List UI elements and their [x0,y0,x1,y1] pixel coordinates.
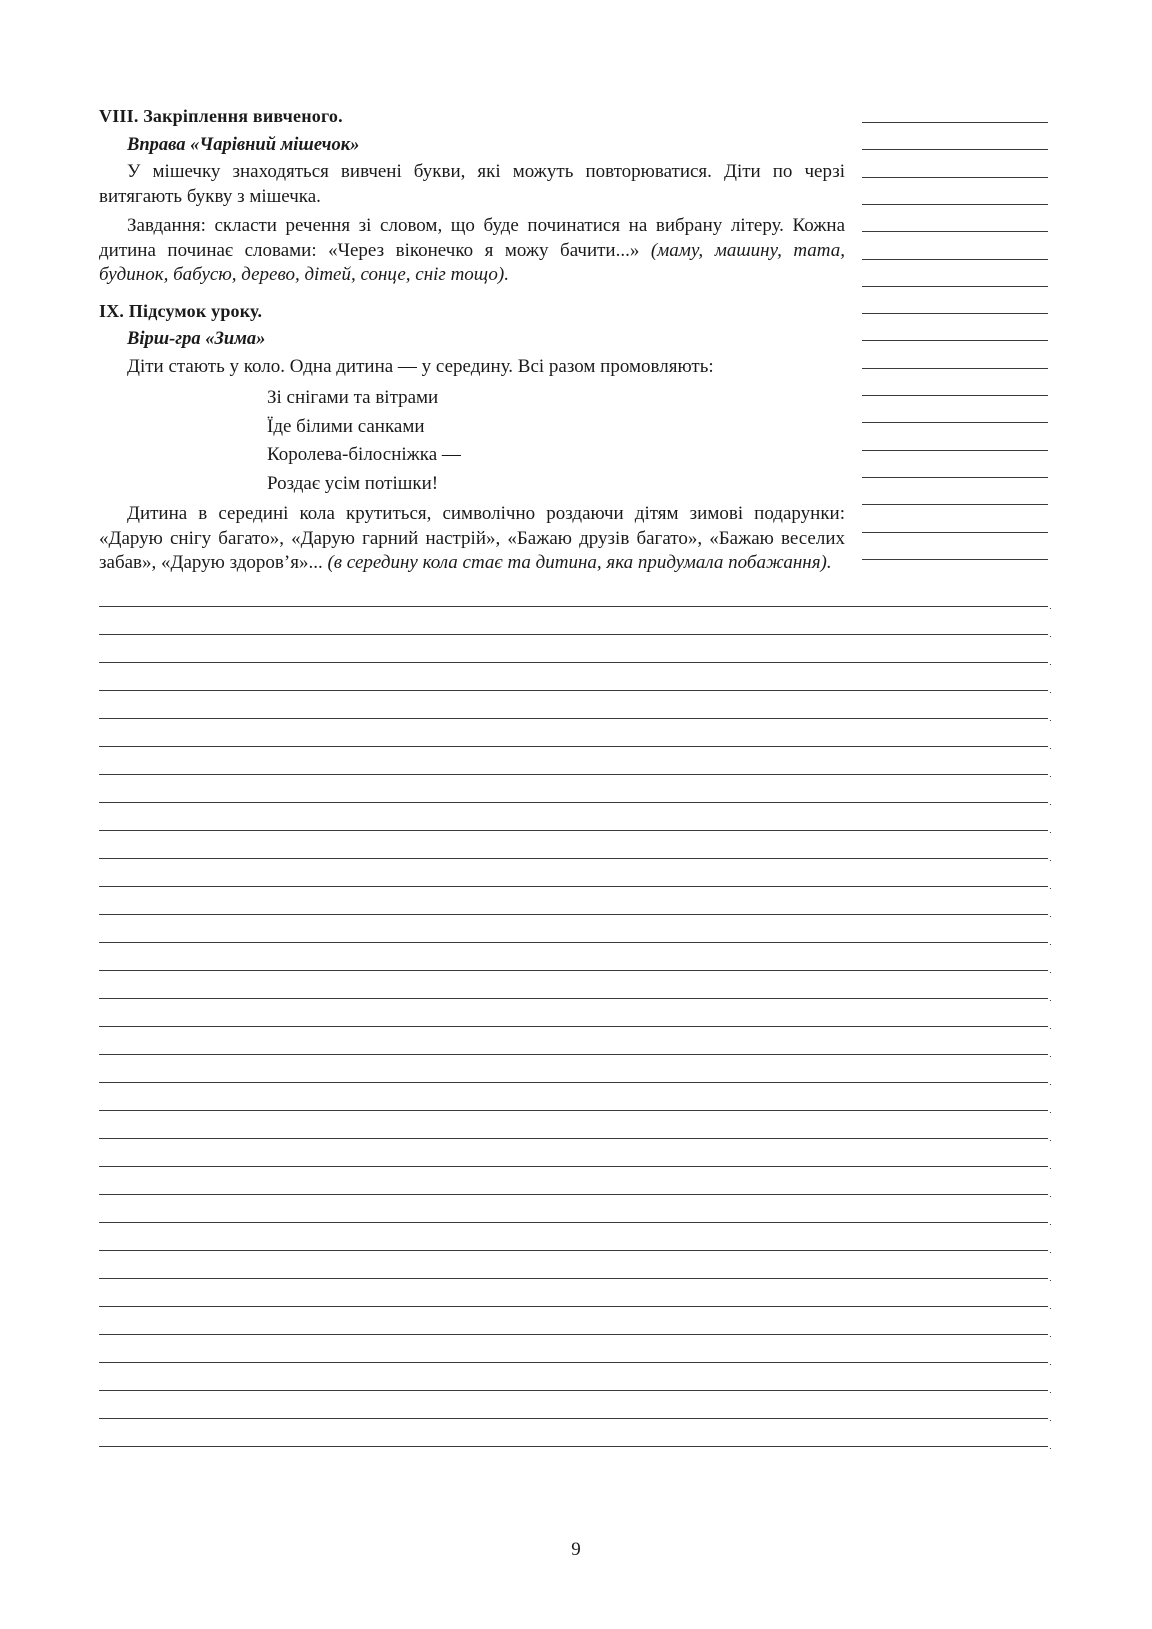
section-9-heading: IX. Підсумок уроку. [99,300,263,321]
writing-line [99,1306,1048,1307]
exercise-title-winter-poem: Вірш-гра «Зима» [127,329,266,349]
section-8-paragraph-2 [99,214,845,288]
writing-line [99,802,1048,803]
exercise-title-magic-bag: Вправа «Чарівний мішечок» [127,134,360,155]
writing-line [99,1082,1048,1083]
poem-line: Зі снігами та вітрами [267,387,439,408]
writing-line [99,830,1048,831]
section-9-paragraph-2 [99,502,845,576]
writing-line [99,886,1048,887]
writing-line [99,690,1048,691]
writing-line [99,1138,1048,1139]
writing-line [99,942,1048,943]
writing-line [99,634,1048,635]
writing-line [99,606,1048,607]
writing-line [99,1054,1048,1055]
writing-line [99,1418,1048,1419]
writing-line [99,774,1048,775]
writing-line [99,970,1048,971]
lesson-text [99,104,845,581]
writing-line [99,1194,1048,1195]
writing-line [99,1390,1048,1391]
poem-line: Роздає усім потішки! [267,472,439,494]
writing-line [99,1278,1048,1279]
writing-line [99,1026,1048,1027]
section-8-paragraph-1: У мішечку знаходяться вивчені букви, які можуть повторюватися. Діти по черзі витягають букву з мішечка. [99,161,845,207]
writing-line [99,718,1048,719]
writing-line [99,1166,1048,1167]
poem-line: Королева-білосніжка — [267,444,461,465]
writing-line [99,662,1048,663]
writing-line [99,914,1048,915]
section-9-paragraph-2-note: (в середину кола стає та дитина, яка придумала побажання). [327,552,832,573]
writing-line [99,1222,1048,1223]
writing-line [99,1250,1048,1251]
writing-line [99,998,1048,999]
section-9-paragraph-2-text: Дитина в середині кола крутиться, символічно роздаючи дітям зимові подарунки: «Дарую снігу багато», «Дарую гарний настрій», «Бажаю друзів багато», «Бажаю веселих забав», «Дарую здоров’я»... [99,503,845,573]
poem [99,384,845,498]
writing-line [99,858,1048,859]
writing-line [99,1446,1048,1447]
section-9-paragraph-1: Діти стають у коло. Одна дитина — у середину. Всі разом промовляють: [127,355,714,377]
section-8-paragraph-2-text: Завдання: скласти речення зі словом, що буде починатися на вибрану літеру. Кожна дитина починає словами: «Через віконечко я можу бачити...» [99,215,845,261]
writing-line [99,746,1048,747]
writing-line [99,1334,1048,1335]
section-8-paragraph-2-examples: (маму, машину, тата, будинок, бабусю, дерево, дітей, сонце, сніг тощо). [99,239,845,285]
writing-line [99,1110,1048,1111]
section-8-heading: VIII. Закріплення вивченого. [99,106,343,126]
writing-line [99,1362,1048,1363]
poem-line: Їде білими санками [267,415,425,437]
page-number: 9 [571,1539,581,1560]
